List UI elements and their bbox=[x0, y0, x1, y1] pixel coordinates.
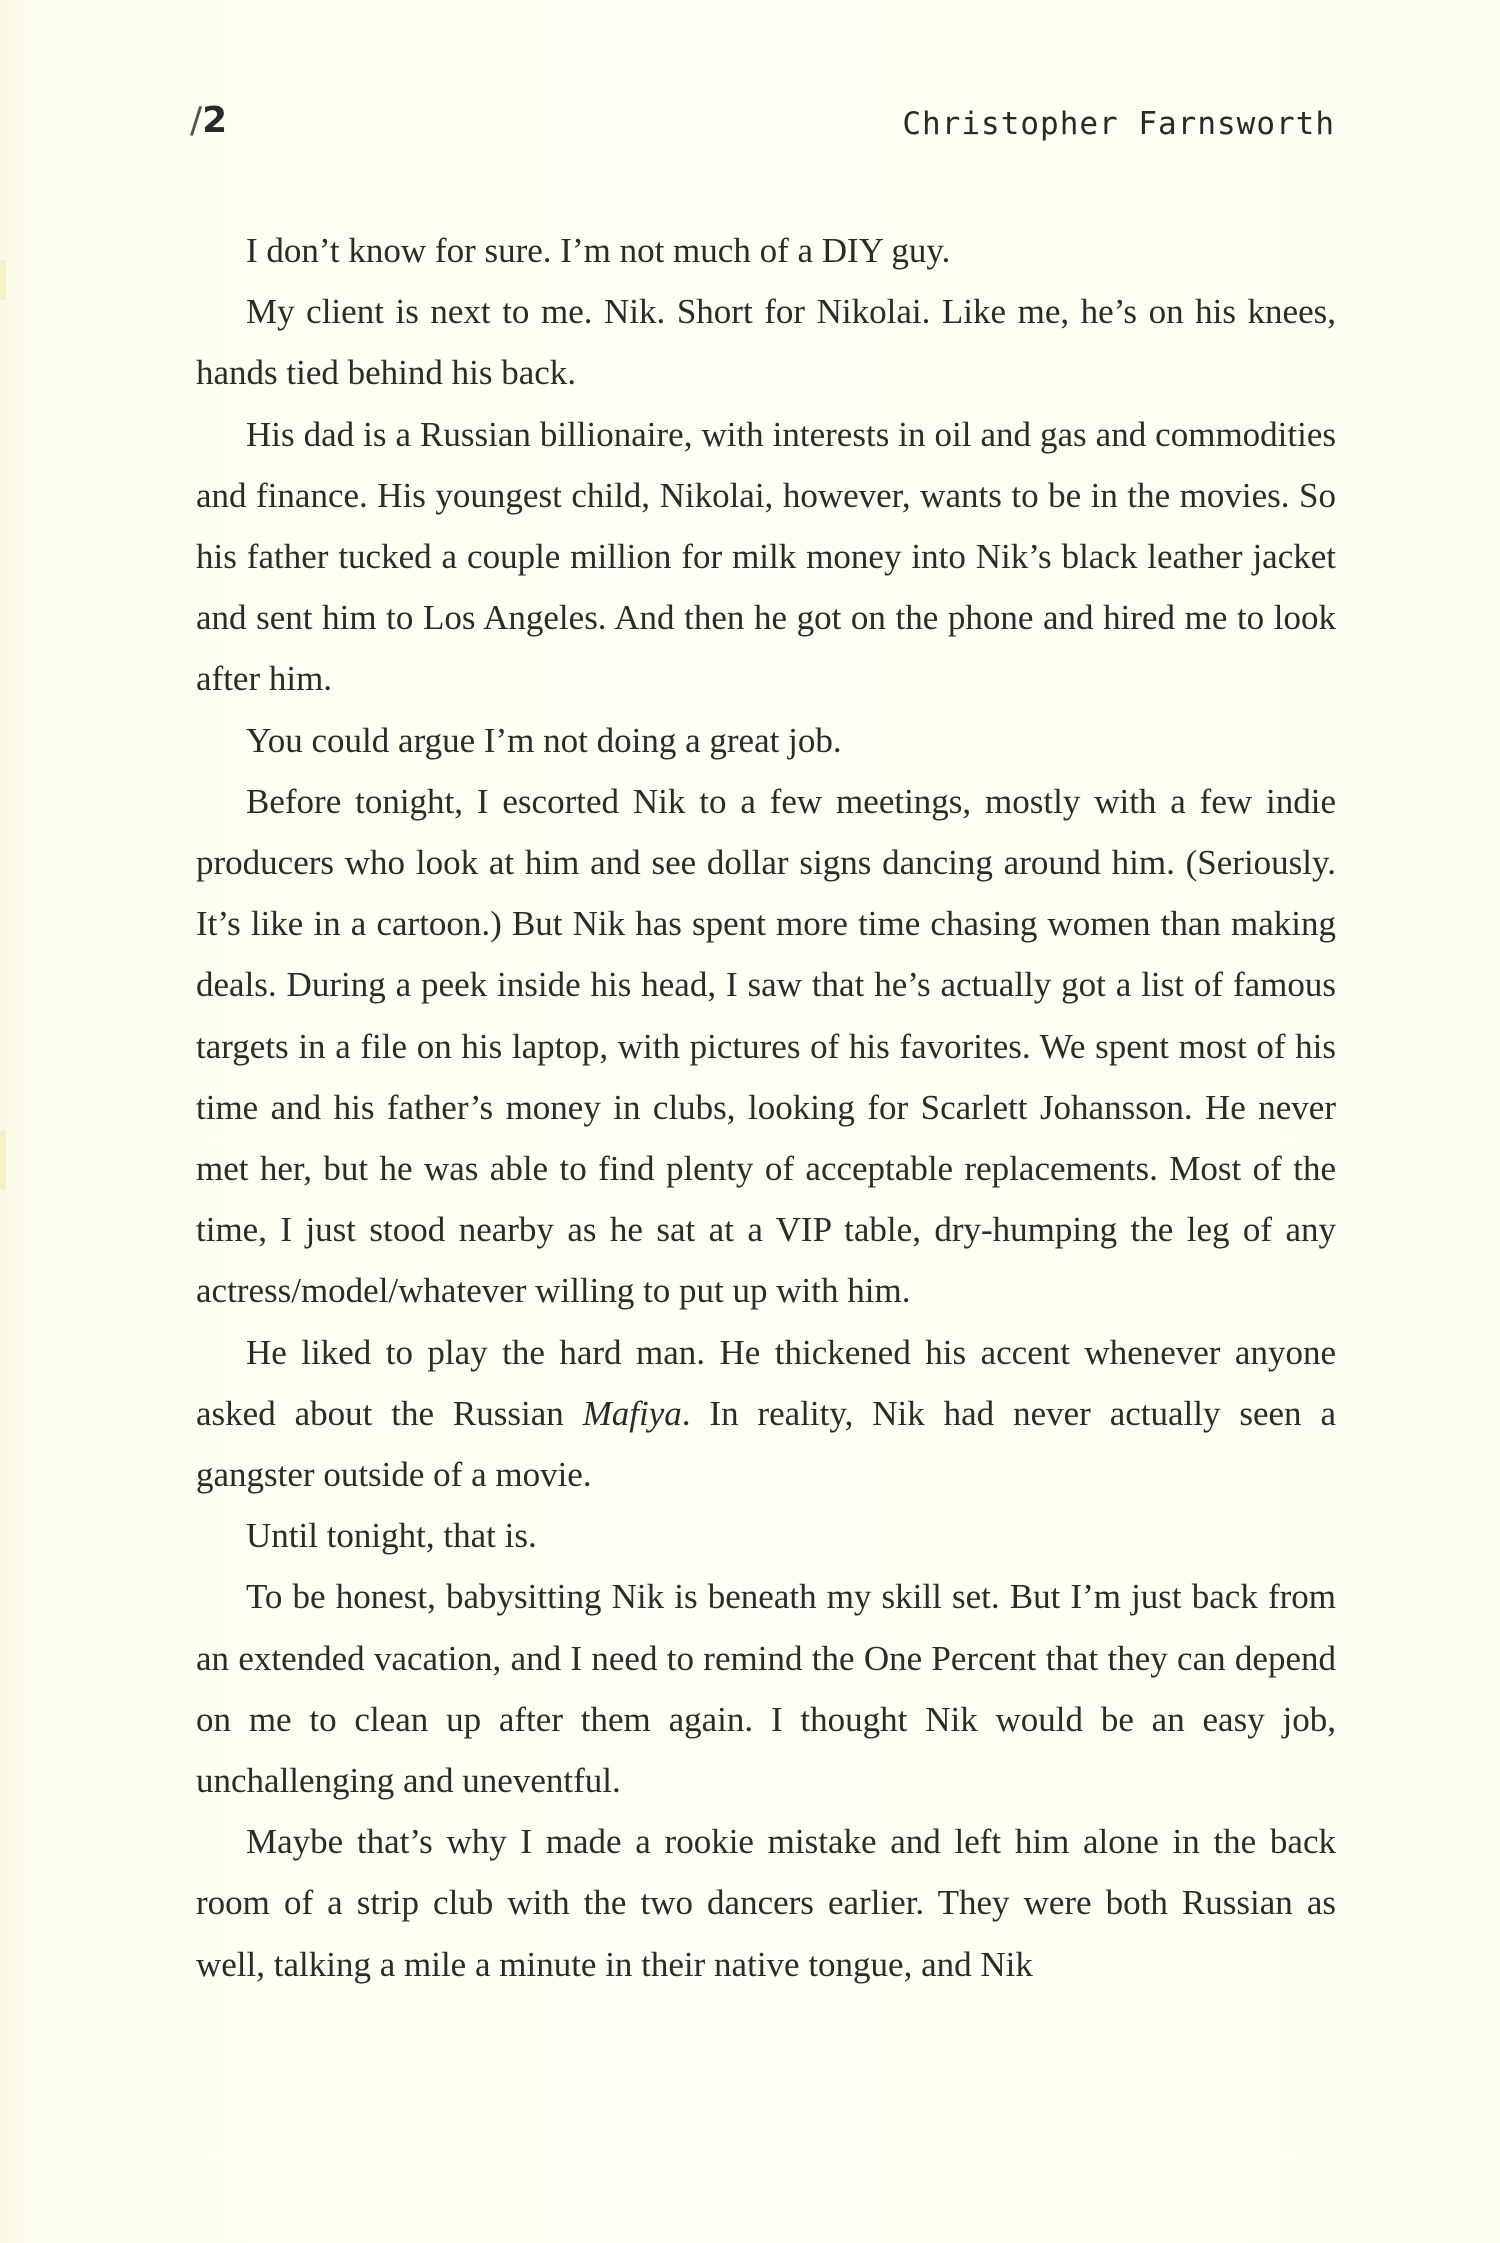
page-number-slash: / bbox=[190, 100, 203, 141]
paragraph: His dad is a Russian billionaire, with interests in oil and gas and commodities and finance. His youngest child, Nikolai, however, wants to be in the movies. So his father tucked a couple million for milk money into Nik’s black leather jacket and sent him to Los Angeles. And then he got on the phone and hired me to look after him. bbox=[196, 414, 1336, 699]
paragraph: Before tonight, I escorted Nik to a few meetings, mostly with a few indie producers who look at him and see dollar signs dancing around him. (Seriously. It’s like in a cartoon.) But Nik has spent more time chasing women than making deals. During a peek inside his head, I saw that he’s actually got a list of famous targets in a file on his laptop, with pictures of his favorites. We spent most of his time and his father’s money in clubs, looking for Scarlett Johansson. He never met her, but he was able to find plenty of acceptable replacements. Most of the time, I just stood nearby as he sat at a VIP table, dry-humping the leg of any actress/model/whatever willing to put up with him. bbox=[196, 781, 1336, 1311]
paragraph: You could argue I’m not doing a great job. bbox=[246, 720, 842, 760]
page-header bbox=[190, 100, 1335, 160]
page-number bbox=[190, 100, 227, 141]
paragraph: Maybe that’s why I made a rookie mistake and left him alone in the back room of a strip club with the two dancers earlier. They were both Russian as well, talking a mile a minute in their native tongue, and Nik bbox=[196, 1822, 1336, 1984]
body-text bbox=[196, 220, 1336, 1995]
page-number-value: 2 bbox=[202, 100, 228, 141]
page-edge-mark bbox=[0, 1130, 6, 1190]
italic-word: Mafiya bbox=[582, 1393, 682, 1433]
paragraph-text: He liked to play the hard man. He thickened his accent whenever anyone asked about the Russian bbox=[196, 1332, 1336, 1433]
page-edge-mark bbox=[0, 260, 6, 300]
paragraph-text: . In reality, Nik had never actually seen a gangster outside of a movie. bbox=[196, 1393, 1336, 1495]
paragraph: My client is next to me. Nik. Short for Nikolai. Like me, he’s on his knees, hands tied behind his back. bbox=[196, 292, 1336, 393]
paragraph bbox=[196, 1322, 1336, 1506]
paragraph: Until tonight, that is. bbox=[246, 1516, 537, 1556]
paragraph: I don’t know for sure. I’m not much of a DIY guy. bbox=[246, 231, 951, 270]
running-head-author: Christopher Farnsworth bbox=[902, 106, 1335, 142]
paragraph: To be honest, babysitting Nik is beneath my skill set. But I’m just back from an extended vacation, and I need to remind the One Percent that they can depend on me to clean up after them again. I thought Nik would be an easy job, unchallenging and uneventful. bbox=[196, 1577, 1336, 1801]
